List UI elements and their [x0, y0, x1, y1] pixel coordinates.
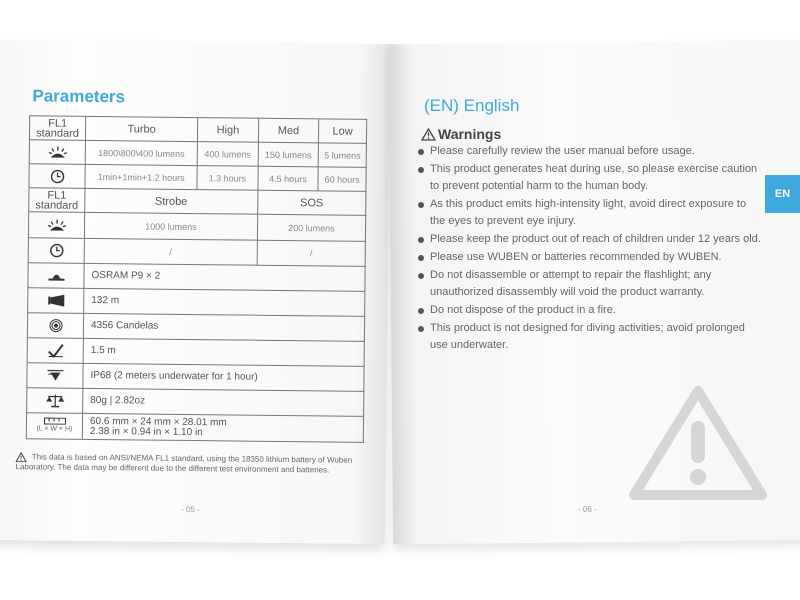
language-title: (EN) English	[424, 96, 520, 115]
beam-distance-icon	[28, 288, 84, 314]
spec-led: OSRAM P9 × 2	[84, 263, 365, 291]
spec-intensity: 4356 Candelas	[83, 313, 364, 341]
strobe-lumens: 1000 lumens	[84, 212, 257, 240]
warning-item: Please use WUBEN or batteries recommended by WUBEN.	[416, 249, 761, 266]
med-lumens: 150 lumens	[258, 142, 319, 167]
turbo-lumens: 1800\800\400 lumens	[85, 140, 197, 165]
left-page	[0, 40, 390, 544]
spec-waterproof: IP68 (2 meters underwater for 1 hour)	[83, 363, 364, 391]
warning-triangle-icon	[16, 452, 27, 462]
parameters-table	[26, 115, 367, 443]
fl1-standard-label-2: FL1 standard	[29, 188, 85, 213]
runtime-clock-icon-2	[28, 238, 84, 264]
dimensions-mm: 60.6 mm × 24 mm × 28.01 mm	[89, 415, 227, 428]
spec-impact: 1.5 m	[83, 338, 364, 366]
fl1-note	[15, 452, 360, 476]
weight-scale-icon	[27, 388, 83, 414]
waterproof-icon	[27, 363, 83, 389]
language-tab-en: EN	[765, 175, 800, 213]
page-number-right: - 06 -	[578, 505, 597, 514]
warning-item: Please keep the product out of reach of children under 12 years old.	[416, 231, 761, 248]
warning-item: This product generates heat during use, so please exercise caution to prevent potential harm to the human body.	[416, 161, 761, 195]
sos-lumens: 200 lumens	[257, 214, 366, 241]
fl1-standard-label: FL1 standard	[29, 116, 85, 141]
warning-item: As this product emits high-intensity light, avoid direct exposure to the eyes to prevent eye injury.	[416, 196, 761, 230]
brightness-icon-2	[28, 212, 84, 239]
high-runtime: 1.3 hours	[197, 166, 258, 191]
low-runtime: 60 hours	[318, 167, 366, 191]
dimensions-cell	[26, 413, 82, 440]
page-number-left: - 05 -	[181, 504, 200, 515]
turbo-runtime: 1min+1min+1.2 hours	[85, 164, 197, 189]
warning-item: Do not dispose of the product in a fire.	[416, 302, 761, 319]
impact-resistance-icon	[27, 338, 83, 364]
brightness-icon	[29, 140, 85, 165]
mode-med: Med	[258, 118, 319, 143]
warning-triangle-icon	[421, 128, 436, 141]
high-lumens: 400 lumens	[197, 142, 258, 167]
warnings-heading: Warnings	[421, 126, 501, 142]
low-lumens: 5 lumens	[318, 143, 366, 167]
med-runtime: 4.5 hours	[258, 166, 319, 191]
mode-high: High	[198, 118, 259, 143]
intensity-icon	[27, 313, 83, 339]
dimensions-label: (L × W × H)	[36, 425, 73, 433]
note-text: This data is based on ANSI/NEMA FL1 standard, using the 18350 lithium battery of Wuben Laboratory. The data may be different due to the different test environment and batteries.	[15, 452, 353, 475]
dimensions-in: 2.38 in × 0.94 in × 1.10 in	[89, 425, 203, 438]
large-warning-triangle-icon	[628, 383, 768, 501]
warning-item: Do not disassemble or attempt to repair the flashlight; any unauthorized disassembly will void the product warranty.	[416, 267, 761, 301]
strobe-runtime: /	[84, 238, 257, 265]
runtime-clock-icon	[29, 164, 85, 189]
sos-runtime: /	[257, 240, 366, 266]
spec-dimensions	[82, 413, 363, 442]
led-icon	[28, 263, 84, 289]
mode-low: Low	[319, 119, 367, 143]
mode-turbo: Turbo	[85, 116, 197, 141]
warning-item: Please carefully review the user manual before usage.	[416, 143, 761, 160]
mode-strobe: Strobe	[85, 188, 258, 214]
spec-weight: 80g | 2.82oz	[83, 388, 364, 416]
warning-item: This product is not designed for diving activities; avoid prolonged use underwater.	[416, 320, 761, 354]
warnings-list	[416, 143, 761, 355]
ruler-icon	[43, 417, 65, 424]
parameters-title: Parameters	[32, 86, 126, 107]
mode-sos: SOS	[257, 190, 366, 215]
spec-distance: 132 m	[84, 288, 365, 316]
